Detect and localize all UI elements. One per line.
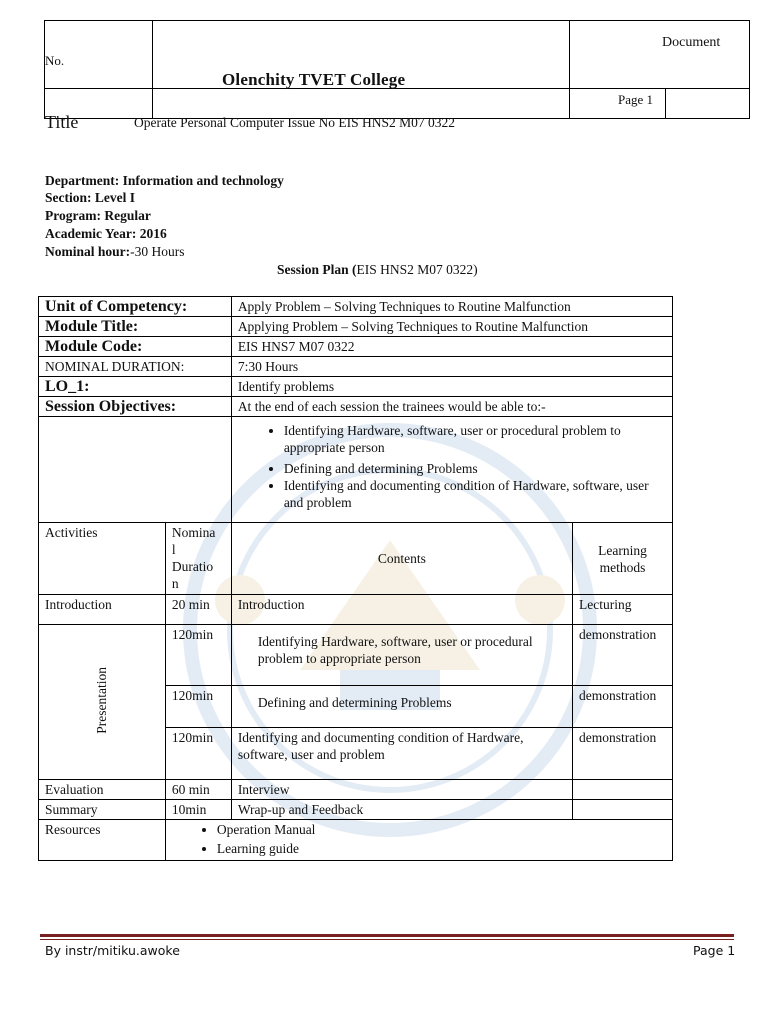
title-word: Title (45, 112, 79, 132)
intro-method: Lecturing (573, 595, 673, 625)
document-label: Document (662, 35, 721, 50)
table-row (39, 297, 673, 317)
pres2-duration: 120min (165, 686, 231, 728)
program-line: Program: Regular (45, 208, 151, 223)
pres2-method: demonstration (573, 686, 673, 728)
table-row (39, 780, 673, 800)
table-row (39, 595, 673, 625)
table-row (39, 417, 673, 523)
module-title-value: Applying Problem – Solving Techniques to Routine Malfunction (231, 317, 672, 337)
session-objectives-label: Session Objectives: (39, 397, 232, 417)
objectives-empty-cell (39, 417, 232, 523)
academic-year-line: Academic Year: 2016 (45, 226, 167, 241)
table-row (39, 625, 673, 686)
header-page-label: Page 1 (618, 92, 654, 107)
header-divider-left (152, 20, 153, 119)
session-plan-table (38, 296, 673, 861)
nominal-hour-line: Nominal hour:-30 Hours (45, 244, 185, 259)
table-row (39, 397, 673, 417)
footer-rule (40, 934, 734, 937)
nominal-duration-label: NOMINAL DURATION: (39, 357, 232, 377)
intro-duration: 20 min (165, 595, 231, 625)
pres3-method: demonstration (573, 728, 673, 780)
lo-label: LO_1: (39, 377, 232, 397)
pres1-method: demonstration (573, 625, 673, 686)
list-item: • Learning guide (217, 840, 666, 857)
module-code-value: EIS HNS7 M07 0322 (231, 337, 672, 357)
footer-page: Page 1 (693, 943, 736, 958)
list-item: • Identifying and documenting condition of Hardware, software, user and problem (284, 477, 666, 511)
presentation-label: Presentation (94, 666, 110, 734)
nominal-duration-value: 7:30 Hours (231, 357, 672, 377)
lo-value: Identify problems (231, 377, 672, 397)
contents-header: Contents (231, 523, 572, 595)
table-row (39, 820, 673, 861)
table-row (39, 317, 673, 337)
header-page-divider (665, 88, 666, 119)
table-row (39, 377, 673, 397)
summary-activity: Summary (39, 800, 166, 820)
pres2-content: Defining and determining Problems (231, 686, 572, 728)
list-item: • Operation Manual (217, 821, 666, 838)
summary-content: Wrap-up and Feedback (231, 800, 572, 820)
resources-cell (165, 820, 672, 861)
intro-content: Introduction (231, 595, 572, 625)
table-row (39, 357, 673, 377)
duration-header: Nomina l Duratio n (165, 523, 231, 595)
list-item: • Defining and determining Problems (284, 460, 666, 477)
methods-header: Learning methods (573, 523, 673, 595)
evaluation-content: Interview (231, 780, 572, 800)
presentation-cell (39, 625, 166, 780)
evaluation-method (573, 780, 673, 800)
pres3-duration: 120min (165, 728, 231, 780)
footer-author: By instr/mitiku.awoke (45, 943, 180, 958)
pres1-content: Identifying Hardware, software, user or procedural problem to appropriate person (231, 625, 572, 686)
module-code-label: Module Code: (39, 337, 232, 357)
module-title-label: Module Title: (39, 317, 232, 337)
intro-activity: Introduction (39, 595, 166, 625)
section-line: Section: Level I (45, 190, 135, 205)
pres3-content: Identifying and documenting condition of Hardware, software, user and problem (231, 728, 572, 780)
evaluation-duration: 60 min (165, 780, 231, 800)
summary-duration: 10min (165, 800, 231, 820)
list-item: • Identifying Hardware, software, user or procedural problem to appropriate person (284, 422, 666, 456)
session-plan-heading: Session Plan (EIS HNS2 M07 0322) (277, 262, 478, 277)
resources-activity: Resources (39, 820, 166, 861)
college-name: Olenchity TVET College (222, 70, 406, 89)
footer-rule-thin (40, 939, 734, 940)
unit-label: Unit of Competency: (39, 297, 232, 317)
table-header-row (39, 523, 673, 595)
objectives-cell (231, 417, 672, 523)
session-objectives-value: At the end of each session the trainees would be able to:- (231, 397, 672, 417)
unit-value: Apply Problem – Solving Techniques to Routine Malfunction (231, 297, 672, 317)
title-text: Operate Personal Computer Issue No EIS HNS2 M07 0322 (134, 115, 455, 130)
table-row (39, 800, 673, 820)
objectives-list (238, 422, 666, 511)
header-divider-right (569, 20, 570, 119)
table-row (39, 337, 673, 357)
resources-list (172, 821, 666, 857)
doc-no-label: No. (45, 53, 65, 68)
activities-header: Activities (39, 523, 166, 595)
evaluation-activity: Evaluation (39, 780, 166, 800)
department-line: Department: Information and technology (45, 173, 284, 188)
pres1-duration: 120min (165, 625, 231, 686)
summary-method (573, 800, 673, 820)
